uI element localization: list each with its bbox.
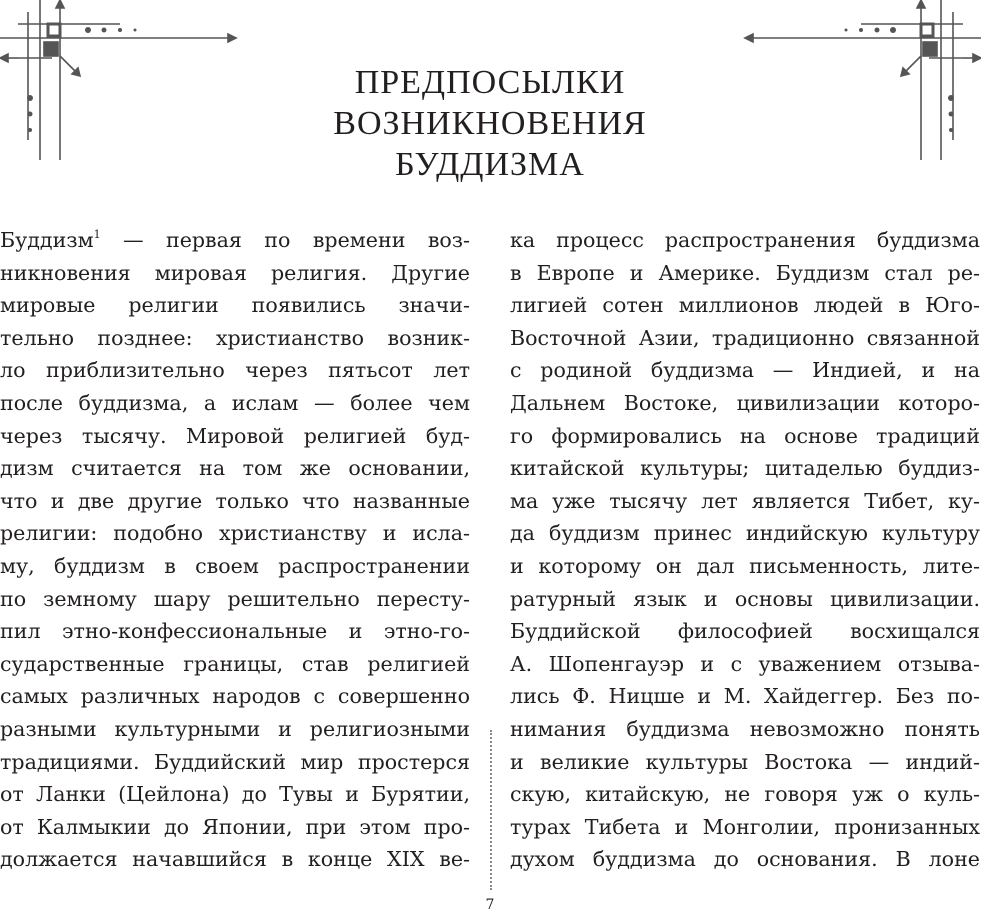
text-line: традициями. Буддийский мир простерся xyxy=(0,749,470,774)
page-title xyxy=(240,62,740,185)
corner-ornament-left-icon xyxy=(0,0,240,165)
text-line: лись Ф. Ницше и М. Хайдеггер. Без по- xyxy=(510,684,980,709)
title-line: ПРЕДПОСЫЛКИ xyxy=(354,64,626,101)
title-line: БУДДИЗМА xyxy=(395,146,585,183)
text-line: ма уже тысячу лет является Тибет, ку- xyxy=(510,488,980,513)
first-word: Буддизм xyxy=(0,228,94,252)
text-line: через тысячу. Мировой религией буд- xyxy=(0,423,470,448)
text-line: от Ланки (Цейлона) до Тувы и Бурятии, xyxy=(0,782,470,807)
text-line: тельно позднее: христианство возник- xyxy=(0,325,470,350)
text-line: от Калмыкии до Японии, при этом про- xyxy=(0,814,470,839)
text-line: сударственные границы, став религией xyxy=(0,651,470,676)
text-line: нимания буддизма невозможно понять xyxy=(510,716,980,741)
text-line: ло приблизительно через пятьсот лет xyxy=(0,358,470,383)
text-line: Буддийской философией восхищался xyxy=(510,619,980,644)
footnote-marker[interactable]: 1 xyxy=(93,228,101,241)
first-line-rest: — первая по времени воз- xyxy=(122,228,470,252)
text-line: А. Шопенгауэр и с уважением отзыва- xyxy=(510,651,980,676)
text-line: китайской культуры; цитаделью буддиз- xyxy=(510,456,980,481)
text-line: ратурный язык и основы цивилизации. xyxy=(510,586,980,611)
text-line: Восточной Азии, традиционно связанной xyxy=(510,325,980,350)
text-line: в Европе и Америке. Буддизм стал ре- xyxy=(510,260,980,285)
text-line: и великие культуры Востока — индий- xyxy=(510,749,980,774)
column-divider xyxy=(490,730,492,890)
text-line: религии: подобно христианству и исла- xyxy=(0,521,470,546)
text-line: турах Тибета и Монголии, пронизанных xyxy=(510,814,980,839)
text-line: го формировались на основе традиций xyxy=(510,423,980,448)
text-line: ка процесс распространения буддизма xyxy=(510,228,980,252)
text-line: самых различных народов с совершенно xyxy=(0,684,470,709)
right-text-column xyxy=(510,224,980,876)
text-line: да буддизм принес индийскую культуру xyxy=(510,521,980,546)
text-line: никновения мировая религия. Другие xyxy=(0,260,470,285)
text-line: му, буддизм в своем распространении xyxy=(0,553,470,578)
text-line: и которому он дал письменность, лите- xyxy=(510,553,980,578)
text-line xyxy=(0,224,470,257)
text-line: что и две другие только что названные xyxy=(0,488,470,513)
text-line: по земному шару решительно пересту- xyxy=(0,586,470,611)
text-line: мировые религии появились значи- xyxy=(0,293,470,318)
corner-ornament-right-icon xyxy=(741,0,981,165)
text-line: пил этно-конфессиональные и этно-го- xyxy=(0,619,470,644)
text-line: должается начавшийся в конце XIX ве- xyxy=(0,847,470,872)
title-line: ВОЗНИКНОВЕНИЯ xyxy=(333,105,647,142)
text-line: после буддизма, а ислам — более чем xyxy=(0,390,470,415)
text-line: духом буддизма до основания. В лоне xyxy=(510,847,980,872)
text-line: с родиной буддизма — Индией, и на xyxy=(510,358,980,383)
text-line: дизм считается на том же основании, xyxy=(0,456,470,481)
text-line: Дальнем Востоке, цивилизации которо- xyxy=(510,390,980,415)
text-line: лигией сотен миллионов людей в Юго- xyxy=(510,293,980,318)
left-text-column xyxy=(0,224,470,876)
page-number: 7 xyxy=(485,897,495,913)
text-line: разными культурными и религиозными xyxy=(0,716,470,741)
text-line: скую, китайскую, не говоря уж о куль- xyxy=(510,782,980,807)
